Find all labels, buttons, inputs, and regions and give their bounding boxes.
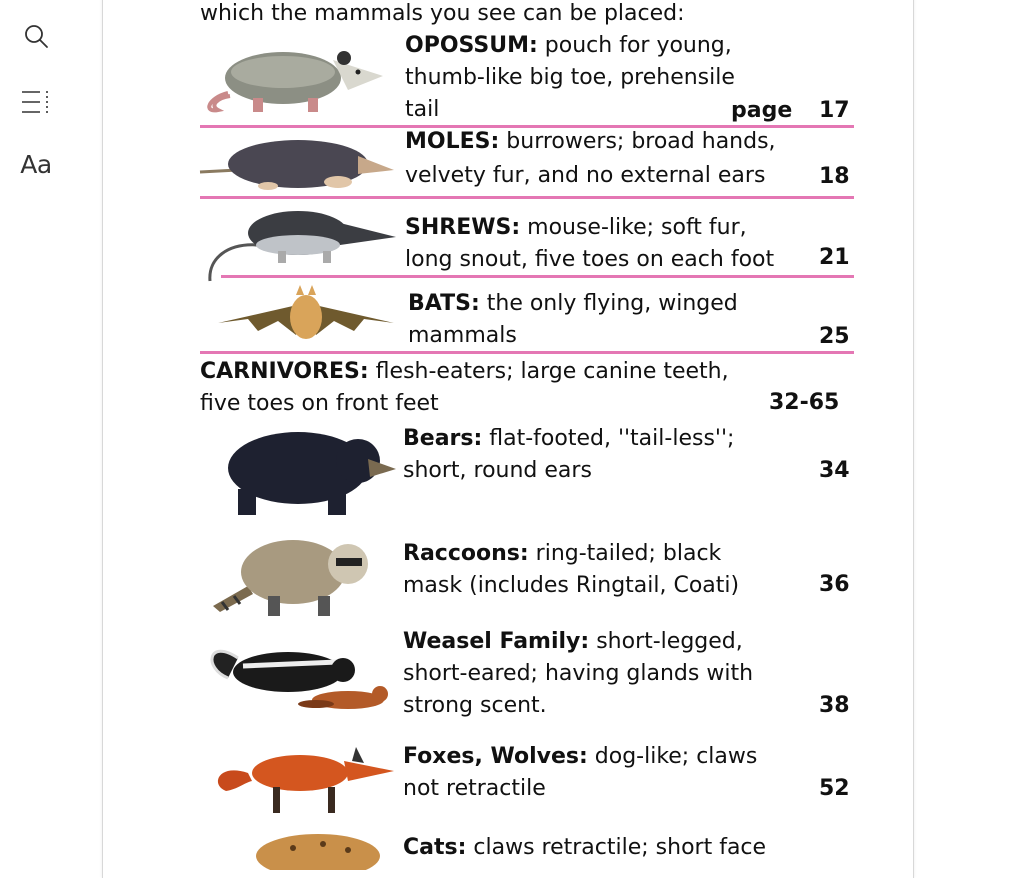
mole-illustration [198, 130, 398, 192]
entry-title: OPOSSUM: [405, 33, 538, 58]
table-of-contents-icon[interactable] [18, 84, 54, 120]
text-settings-button[interactable] [16, 146, 56, 182]
entry-page-number: 36 [819, 572, 850, 597]
search-icon[interactable] [18, 18, 54, 54]
fox-illustration [208, 733, 398, 818]
text-settings-label: Aa [20, 149, 52, 179]
opossum-illustration [198, 38, 398, 118]
raccoon-illustration [208, 526, 388, 621]
entry-text: short-legged, [596, 629, 743, 654]
bear-illustration [218, 423, 398, 518]
page-content [103, 0, 913, 878]
entry-text: ring-tailed; black [535, 541, 722, 566]
entry-page-number: 17 [819, 98, 850, 123]
cat-illustration [238, 830, 398, 870]
entry-text: burrowers; broad hands, [506, 129, 776, 154]
entry-text: dog-like; claws [594, 744, 758, 769]
entry-raccoons-line1 [403, 538, 721, 570]
entry-title: CARNIVORES: [200, 359, 369, 384]
divider [221, 275, 854, 278]
entry-opossum-line2: thumb-like big toe, prehensile [405, 65, 735, 90]
entry-carnivores-line2: five toes on front feet [200, 391, 439, 416]
entry-bats-line1 [408, 288, 738, 320]
entry-bats-line2: mammals [408, 323, 517, 348]
entry-bears-line1 [403, 423, 734, 455]
divider [200, 196, 854, 199]
entry-title: SHREWS: [405, 215, 521, 240]
shrew-illustration [198, 203, 398, 283]
entry-page-number: 21 [819, 245, 850, 270]
entry-page-number: 52 [819, 776, 850, 801]
bat-illustration [208, 283, 404, 349]
entry-carnivores-line1 [200, 356, 729, 388]
entry-opossum-line3: tail [405, 97, 440, 122]
entry-text: flesh-eaters; large canine teeth, [375, 359, 729, 384]
entry-title: BATS: [408, 291, 480, 316]
entry-raccoons-line2: mask (includes Ringtail, Coati) [403, 573, 740, 598]
entry-cats-line1 [403, 832, 766, 864]
entry-weasel-line3: strong scent. [403, 693, 547, 718]
entry-foxes-line2: not retractile [403, 776, 546, 801]
entry-page-prefix: page [731, 98, 793, 123]
entry-page-number: 18 [819, 164, 850, 189]
reader-sidebar [0, 0, 72, 862]
entry-text: flat-footed, ''tail-less''; [489, 426, 735, 451]
entry-title: Weasel Family: [403, 629, 590, 654]
book-page [102, 0, 914, 878]
entry-text: claws retractile; short face [473, 835, 767, 860]
entry-page-number: 25 [819, 324, 850, 349]
entry-title: Raccoons: [403, 541, 529, 566]
entry-title: Bears: [403, 426, 483, 451]
entry-weasel-line2: short-eared; having glands with [403, 661, 754, 686]
entry-page-number: 34 [819, 458, 850, 483]
entry-shrews-line2: long snout, five toes on each foot [405, 247, 775, 272]
entry-text: mouse-like; soft fur, [527, 215, 747, 240]
entry-text: the only flying, winged [486, 291, 738, 316]
divider [200, 351, 854, 354]
entry-weasel-line1 [403, 626, 743, 658]
entry-shrews-line1 [405, 212, 747, 244]
entry-title: Cats: [403, 835, 467, 860]
entry-page-number: 32-65 [769, 390, 840, 415]
entry-page-number: 38 [819, 693, 850, 718]
entry-moles-line2: velvety fur, and no external ears [405, 163, 766, 188]
entry-foxes-line1 [403, 741, 757, 773]
entry-bears-line2: short, round ears [403, 458, 592, 483]
entry-opossum-line1 [405, 30, 732, 62]
intro-text: which the mammals you see can be placed: [200, 1, 685, 26]
entry-title: Foxes, Wolves: [403, 744, 588, 769]
entry-text: pouch for young, [544, 33, 732, 58]
entry-moles-line1 [405, 126, 776, 158]
skunk-weasel-illustration [198, 628, 398, 718]
entry-title: MOLES: [405, 129, 500, 154]
